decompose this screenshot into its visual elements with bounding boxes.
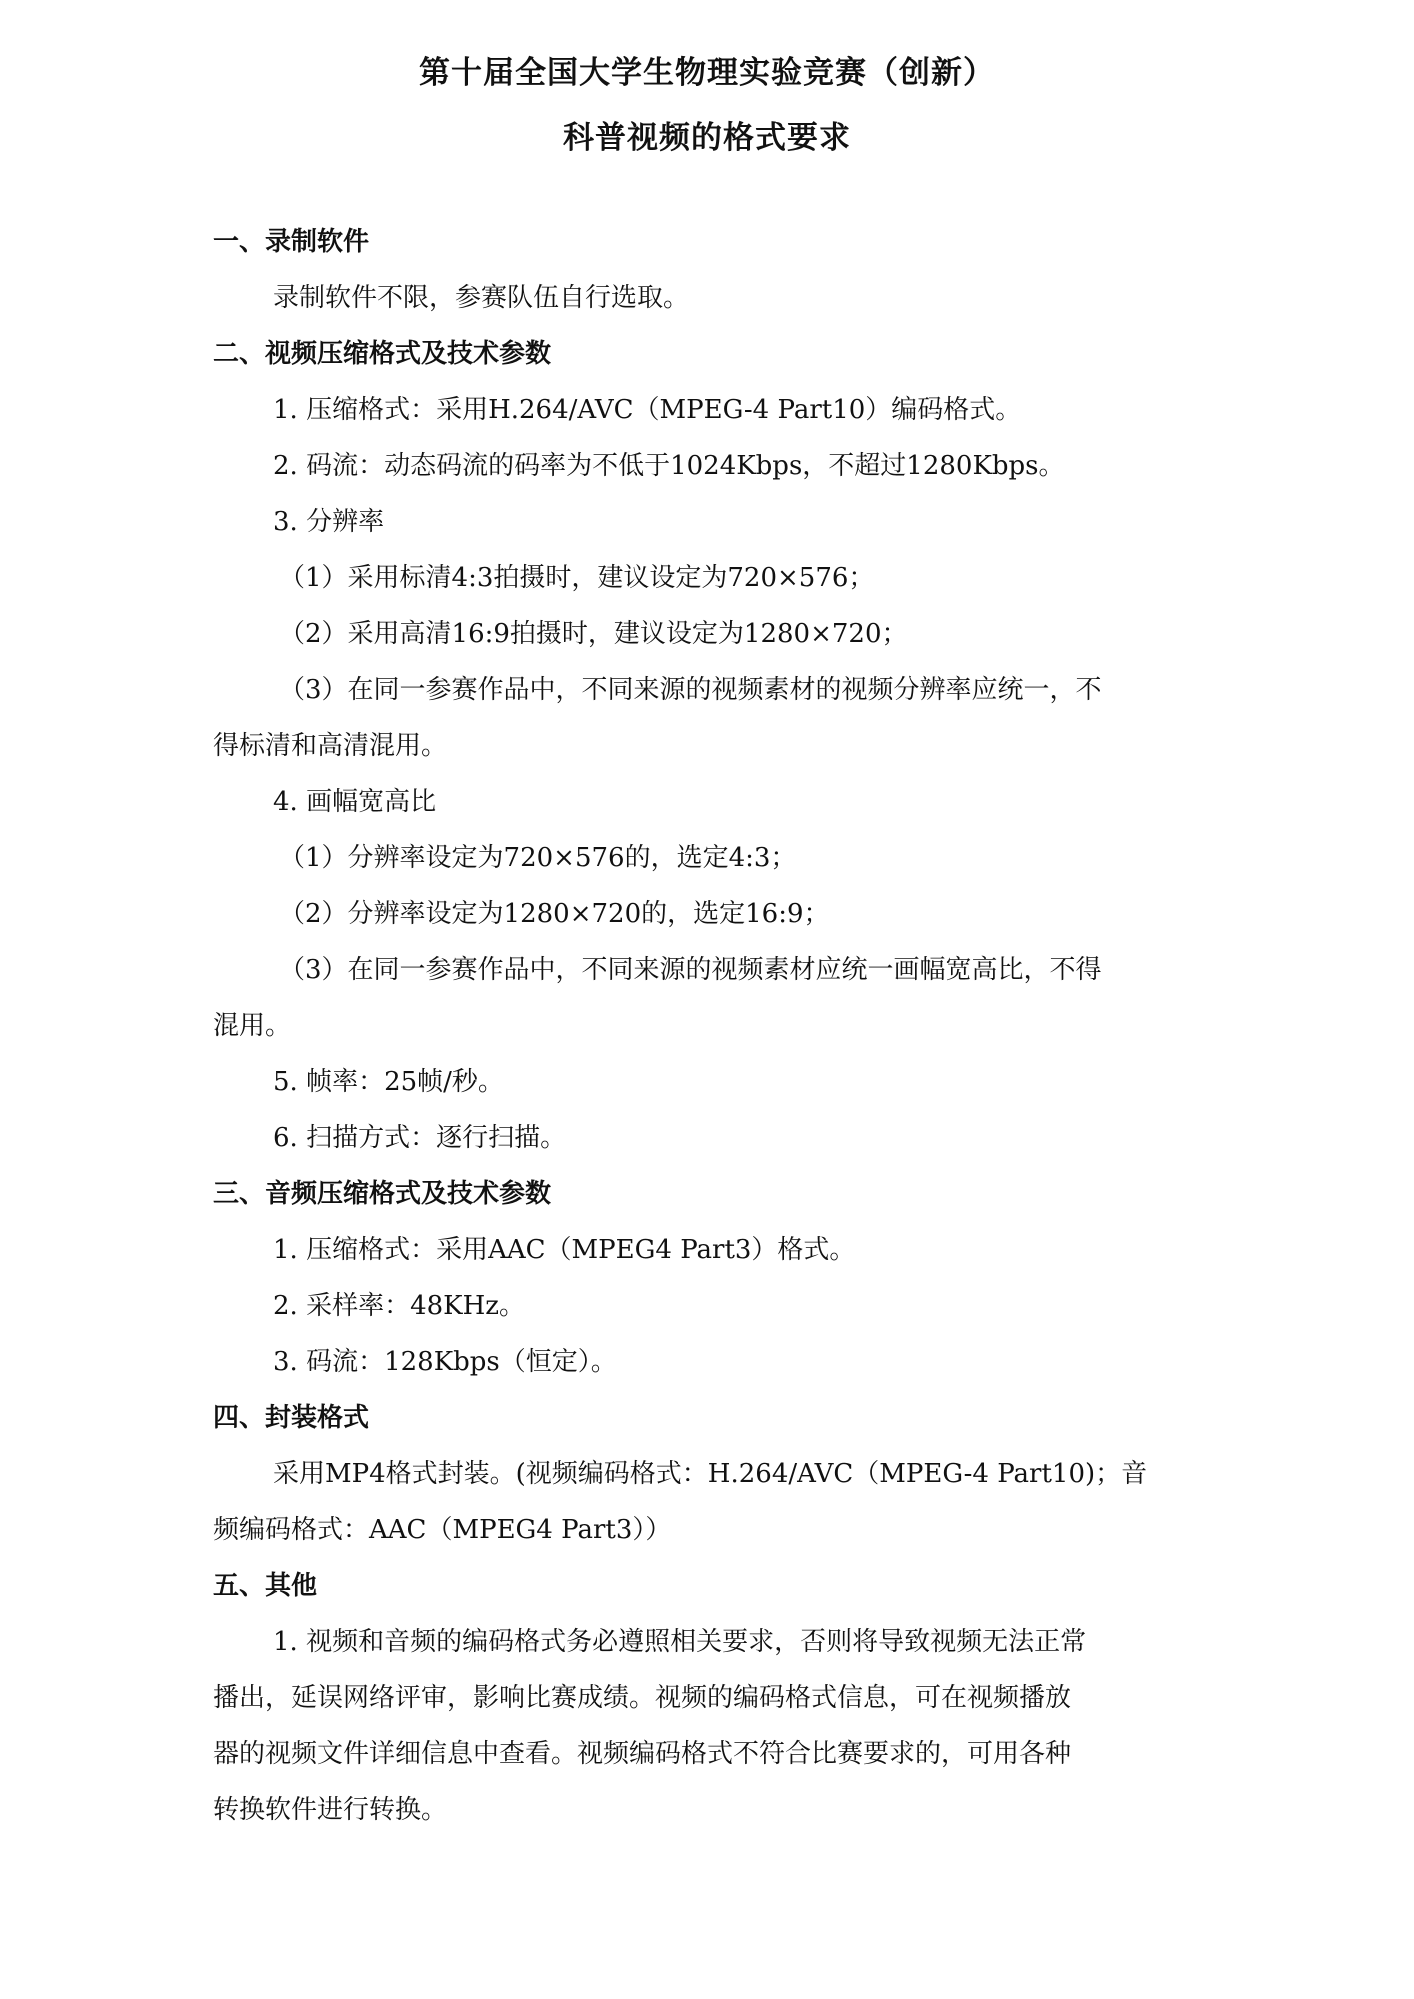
sub-list-item: （3）在同一参赛作品中，不同来源的视频素材的视频分辨率应统一，不: [279, 675, 1102, 705]
list-item: 5. 帧率：25帧/秒。: [273, 1067, 504, 1097]
paragraph: 采用MP4格式封装。(视频编码格式：H.264/AVC（MPEG-4 Part10)；音: [273, 1459, 1148, 1489]
list-item: 4. 画幅宽高比: [273, 787, 437, 817]
paragraph-continuation: 播出，延误网络评审，影响比赛成绩。视频的编码格式信息，可在视频播放: [213, 1683, 1072, 1713]
section-heading: 二、视频压缩格式及技术参数: [213, 339, 552, 369]
sub-list-item-continuation: 混用。: [213, 1011, 292, 1041]
sub-list-item-continuation: 得标清和高清混用。: [213, 731, 448, 761]
paragraph: 1. 视频和音频的编码格式务必遵照相关要求，否则将导致视频无法正常: [273, 1627, 1087, 1657]
paragraph-continuation: 频编码格式：AAC（MPEG4 Part3））: [213, 1515, 672, 1545]
sub-list-item: （2）采用高清16:9拍摄时，建议设定为1280×720；: [279, 619, 908, 649]
sub-list-item: （2）分辨率设定为1280×720的，选定16:9；: [279, 899, 830, 929]
list-item: 2. 码流：动态码流的码率为不低于1024Kbps，不超过1280Kbps。: [273, 451, 1065, 481]
section-heading: 五、其他: [213, 1571, 318, 1601]
section-heading: 三、音频压缩格式及技术参数: [213, 1179, 552, 1209]
list-item: 2. 采样率：48KHz。: [273, 1291, 525, 1321]
section-heading: 四、封装格式: [213, 1403, 370, 1433]
sub-list-item: （3）在同一参赛作品中，不同来源的视频素材应统一画幅宽高比，不得: [279, 955, 1102, 985]
document-body: [213, 214, 1211, 1838]
paragraph: 录制软件不限，参赛队伍自行选取。: [273, 283, 690, 313]
list-item: 3. 分辨率: [273, 507, 385, 537]
document-subtitle: 科普视频的格式要求: [563, 120, 851, 156]
list-item: 1. 压缩格式：采用H.264/AVC（MPEG-4 Part10）编码格式。: [273, 395, 1022, 425]
list-item: 3. 码流：128Kbps（恒定）。: [273, 1347, 617, 1377]
list-item: 1. 压缩格式：采用AAC（MPEG4 Part3）格式。: [273, 1235, 856, 1265]
sub-list-item: （1）采用标清4:3拍摄时，建议设定为720×576；: [279, 563, 875, 593]
sub-list-item: （1）分辨率设定为720×576的，选定4:3；: [279, 843, 797, 873]
section-heading: 一、录制软件: [213, 227, 370, 257]
paragraph-continuation: 器的视频文件详细信息中查看。视频编码格式不符合比赛要求的，可用各种: [213, 1739, 1072, 1769]
document-title: 第十届全国大学生物理实验竞赛（创新）: [419, 55, 995, 91]
list-item: 6. 扫描方式：逐行扫描。: [273, 1123, 567, 1153]
paragraph-continuation: 转换软件进行转换。: [213, 1795, 448, 1825]
